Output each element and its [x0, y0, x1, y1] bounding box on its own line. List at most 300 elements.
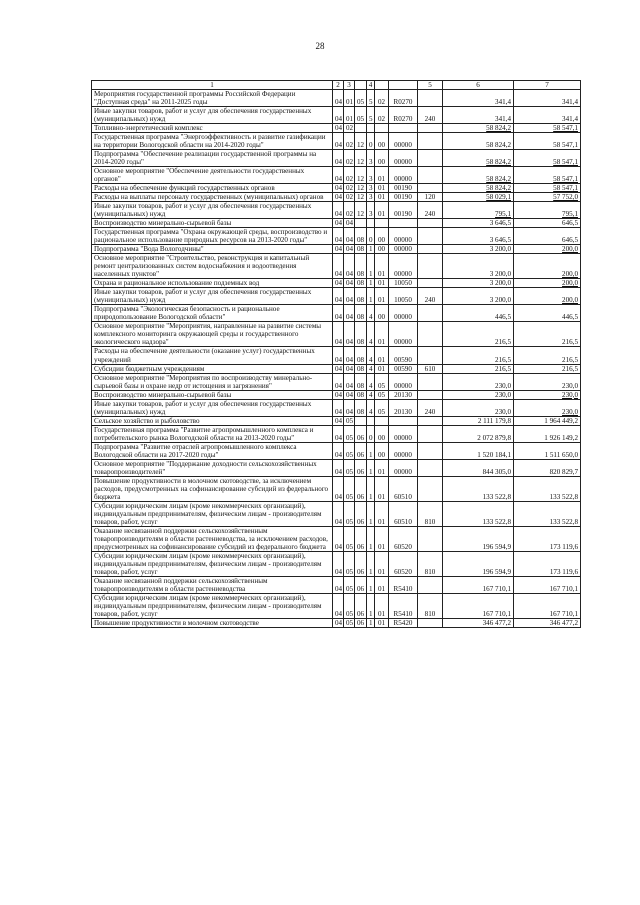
- code-program: 08: [355, 373, 367, 390]
- item-name: Мероприятия государственной программы Российской Федерации "Доступная среда" на 2011-2025 годы: [92, 90, 333, 107]
- code-subsection: 05: [344, 425, 355, 442]
- amount-year-1: 3 646,5: [443, 228, 514, 245]
- item-name: Сельское хозяйство и рыболовство: [92, 416, 333, 425]
- code-section: 04: [333, 184, 344, 193]
- code-section: 04: [333, 347, 344, 364]
- code-program: 12: [355, 184, 367, 193]
- table-row: [92, 399, 581, 416]
- code-expense-type: 810: [418, 551, 443, 576]
- amount-year-1: 3 200,0: [443, 288, 514, 305]
- item-name: Государственная программа "Охрана окружающей среды, воспроизводство и рациональное использование природных ресурсов на 2013-2020 годы": [92, 228, 333, 245]
- code-expense-type: 120: [418, 193, 443, 202]
- code-expense-type: 240: [418, 399, 443, 416]
- code-section: 04: [333, 219, 344, 228]
- code-section: 04: [333, 279, 344, 288]
- code-section: 04: [333, 576, 344, 593]
- amount-year-1: 216,5: [443, 322, 514, 347]
- code-program: 06: [355, 593, 367, 618]
- code-expense-type: [418, 618, 443, 627]
- code-event: 01: [375, 364, 389, 373]
- header-cell: 1: [92, 81, 333, 90]
- code-subsection: 04: [344, 364, 355, 373]
- item-name: Государственная программа "Развитие агропромышленного комплекса и потребительского рынка Вологодской области на 2013-2020 годы": [92, 425, 333, 442]
- code-subsection: 05: [344, 476, 355, 501]
- code-event: 01: [375, 279, 389, 288]
- item-name: Субсидии бюджетным учреждениям: [92, 364, 333, 373]
- code-subsection: 05: [344, 593, 355, 618]
- amount-year-2: 133 522,8: [514, 501, 581, 526]
- code-expense-type: [418, 150, 443, 167]
- code-subprogram: 1: [367, 459, 375, 476]
- amount-year-1: 58 824,2: [443, 184, 514, 193]
- code-program: 05: [355, 107, 367, 124]
- amount-year-2: 216,5: [514, 364, 581, 373]
- code-section: 04: [333, 288, 344, 305]
- code-event: 01: [375, 576, 389, 593]
- code-program: 06: [355, 476, 367, 501]
- code-direction: 00000: [389, 150, 418, 167]
- code-subprogram: 0: [367, 133, 375, 150]
- code-subprogram: 1: [367, 526, 375, 551]
- amount-year-2: 173 119,6: [514, 526, 581, 551]
- code-event: 02: [375, 90, 389, 107]
- code-subsection: 04: [344, 254, 355, 279]
- code-event: 01: [375, 593, 389, 618]
- item-name: Основное мероприятие "Мероприятия по воспроизводству минерально-сырьевой базы и охране недр от истощения и загрязнения": [92, 373, 333, 390]
- amount-year-1: 216,5: [443, 347, 514, 364]
- code-direction: 00000: [389, 305, 418, 322]
- code-direction: 00000: [389, 245, 418, 254]
- code-subsection: 04: [344, 245, 355, 254]
- code-program: 08: [355, 399, 367, 416]
- code-subsection: 02: [344, 150, 355, 167]
- code-expense-type: [418, 124, 443, 133]
- code-expense-type: [418, 416, 443, 425]
- code-event: 05: [375, 373, 389, 390]
- table-row: [92, 476, 581, 501]
- code-event: 01: [375, 347, 389, 364]
- code-program: 08: [355, 390, 367, 399]
- code-section: 04: [333, 551, 344, 576]
- code-program: [355, 124, 367, 133]
- code-section: 04: [333, 526, 344, 551]
- code-subprogram: 5: [367, 107, 375, 124]
- code-direction: R5410: [389, 593, 418, 618]
- code-section: 04: [333, 150, 344, 167]
- code-section: 04: [333, 390, 344, 399]
- amount-year-2: 200,0: [514, 288, 581, 305]
- item-name: Государственная программа "Энергоэффективность и развитие газификации на территории Вологодской области на 2014-2020 годы": [92, 133, 333, 150]
- amount-year-1: 230,0: [443, 399, 514, 416]
- header-cell: [389, 81, 418, 90]
- code-direction: 00000: [389, 322, 418, 347]
- code-expense-type: [418, 442, 443, 459]
- item-name: Основное мероприятие "Обеспечение деятельности государственных органов": [92, 167, 333, 184]
- item-name: Расходы на выплаты персоналу государственных (муниципальных) органов: [92, 193, 333, 202]
- code-section: 04: [333, 399, 344, 416]
- amount-year-1: 3 200,0: [443, 279, 514, 288]
- table-row: [92, 279, 581, 288]
- amount-year-1: 58 824,2: [443, 167, 514, 184]
- item-name: Субсидии юридическим лицам (кроме некоммерческих организаций), индивидуальным предпринимателям, физическим лицам - производителям товаров, работ, услуг: [92, 593, 333, 618]
- item-name: Подпрограмма "Обеспечение реализации государственной программы на 2014-2020 годы": [92, 150, 333, 167]
- code-expense-type: [418, 279, 443, 288]
- header-cell: 6: [443, 81, 514, 90]
- code-section: 04: [333, 305, 344, 322]
- code-event: 01: [375, 551, 389, 576]
- code-program: 06: [355, 576, 367, 593]
- code-event: 00: [375, 305, 389, 322]
- table-row: [92, 90, 581, 107]
- code-subsection: 05: [344, 551, 355, 576]
- amount-year-2: 1 926 149,2: [514, 425, 581, 442]
- amount-year-2: 58 547,1: [514, 184, 581, 193]
- code-event: 00: [375, 133, 389, 150]
- code-program: 08: [355, 322, 367, 347]
- table-row: [92, 124, 581, 133]
- code-subsection: 04: [344, 347, 355, 364]
- code-subsection: 05: [344, 576, 355, 593]
- code-event: 01: [375, 476, 389, 501]
- code-program: 06: [355, 551, 367, 576]
- code-direction: R0270: [389, 107, 418, 124]
- amount-year-1: 446,5: [443, 305, 514, 322]
- code-section: 04: [333, 593, 344, 618]
- code-direction: 10050: [389, 279, 418, 288]
- code-direction: 00000: [389, 167, 418, 184]
- code-expense-type: [418, 390, 443, 399]
- code-subsection: 02: [344, 202, 355, 219]
- table-row: [92, 305, 581, 322]
- table-row: [92, 288, 581, 305]
- code-subsection: 04: [344, 279, 355, 288]
- code-subsection: 04: [344, 390, 355, 399]
- amount-year-1: 1 520 184,1: [443, 442, 514, 459]
- amount-year-1: 346 477,2: [443, 618, 514, 627]
- table-row: [92, 576, 581, 593]
- code-section: 04: [333, 167, 344, 184]
- code-subprogram: 1: [367, 501, 375, 526]
- item-name: Субсидии юридическим лицам (кроме некоммерческих организаций), индивидуальным предпринимателям, физическим лицам - производителям товаров, работ, услуг: [92, 501, 333, 526]
- code-event: 01: [375, 202, 389, 219]
- code-subprogram: 1: [367, 279, 375, 288]
- item-name: Иные закупки товаров, работ и услуг для обеспечения государственных (муниципальных) нужд: [92, 288, 333, 305]
- code-event: 01: [375, 459, 389, 476]
- code-section: 04: [333, 254, 344, 279]
- amount-year-2: 820 829,7: [514, 459, 581, 476]
- code-direction: 00190: [389, 193, 418, 202]
- amount-year-1: 196 594,9: [443, 526, 514, 551]
- code-direction: 00000: [389, 254, 418, 279]
- code-subsection: 04: [344, 288, 355, 305]
- code-subprogram: 3: [367, 202, 375, 219]
- amount-year-2: 167 710,1: [514, 576, 581, 593]
- code-direction: 00000: [389, 442, 418, 459]
- table-row: [92, 133, 581, 150]
- amount-year-1: 167 710,1: [443, 593, 514, 618]
- code-subprogram: 1: [367, 254, 375, 279]
- code-section: 04: [333, 124, 344, 133]
- code-event: 00: [375, 245, 389, 254]
- table-row: [92, 184, 581, 193]
- code-direction: 10050: [389, 288, 418, 305]
- code-expense-type: [418, 219, 443, 228]
- table-row: [92, 150, 581, 167]
- header-cell: [355, 81, 367, 90]
- code-subsection: 05: [344, 618, 355, 627]
- amount-year-1: 58 824,2: [443, 150, 514, 167]
- amount-year-2: 58 547,1: [514, 133, 581, 150]
- item-name: Расходы на обеспечение деятельности (оказание услуг) государственных учреждений: [92, 347, 333, 364]
- item-name: Основное мероприятие "Строительство, реконструкция и капитальный ремонт централизованных систем водоснабжения и водоотведения населенных пунктов": [92, 254, 333, 279]
- code-expense-type: [418, 476, 443, 501]
- code-subsection: 04: [344, 399, 355, 416]
- code-direction: 00590: [389, 364, 418, 373]
- item-name: Оказание несвязанной поддержки сельскохозяйственным товаропроизводителям в области растениеводства: [92, 576, 333, 593]
- amount-year-1: 795,1: [443, 202, 514, 219]
- code-subprogram: [367, 219, 375, 228]
- code-expense-type: [418, 373, 443, 390]
- amount-year-1: 58 824,2: [443, 124, 514, 133]
- code-direction: 00190: [389, 184, 418, 193]
- code-program: 08: [355, 364, 367, 373]
- code-expense-type: 810: [418, 501, 443, 526]
- table-row: [92, 425, 581, 442]
- code-subprogram: [367, 416, 375, 425]
- item-name: Топливно-энергетический комплекс: [92, 124, 333, 133]
- code-subsection: 05: [344, 459, 355, 476]
- code-program: 06: [355, 501, 367, 526]
- code-expense-type: [418, 133, 443, 150]
- code-event: [375, 416, 389, 425]
- code-program: 06: [355, 442, 367, 459]
- amount-year-2: 133 522,8: [514, 476, 581, 501]
- code-program: 06: [355, 459, 367, 476]
- table-row: [92, 364, 581, 373]
- amount-year-2: 346 477,2: [514, 618, 581, 627]
- amount-year-2: 230,0: [514, 390, 581, 399]
- code-subprogram: 4: [367, 305, 375, 322]
- code-direction: R5410: [389, 576, 418, 593]
- code-expense-type: [418, 576, 443, 593]
- code-expense-type: [418, 254, 443, 279]
- table-row: [92, 202, 581, 219]
- item-name: Подпрограмма "Вода Вологодчины": [92, 245, 333, 254]
- code-subprogram: 1: [367, 618, 375, 627]
- code-section: 04: [333, 90, 344, 107]
- code-expense-type: [418, 305, 443, 322]
- code-subsection: 02: [344, 167, 355, 184]
- code-subprogram: [367, 124, 375, 133]
- table-row: [92, 254, 581, 279]
- code-expense-type: [418, 425, 443, 442]
- amount-year-2: 216,5: [514, 347, 581, 364]
- code-subprogram: 1: [367, 476, 375, 501]
- table-row: [92, 107, 581, 124]
- code-program: 05: [355, 90, 367, 107]
- amount-year-1: 133 522,8: [443, 476, 514, 501]
- code-expense-type: [418, 459, 443, 476]
- code-direction: [389, 416, 418, 425]
- code-direction: 20130: [389, 399, 418, 416]
- code-event: 05: [375, 399, 389, 416]
- code-program: 12: [355, 202, 367, 219]
- code-subsection: 02: [344, 184, 355, 193]
- code-event: 01: [375, 618, 389, 627]
- amount-year-1: 230,0: [443, 390, 514, 399]
- amount-year-2: 58 547,1: [514, 124, 581, 133]
- code-expense-type: 240: [418, 107, 443, 124]
- code-direction: 00000: [389, 425, 418, 442]
- page-number: 28: [315, 41, 325, 51]
- code-program: 08: [355, 288, 367, 305]
- code-subsection: 04: [344, 228, 355, 245]
- code-section: 04: [333, 245, 344, 254]
- code-subsection: 02: [344, 133, 355, 150]
- code-subsection: 01: [344, 107, 355, 124]
- amount-year-2: 216,5: [514, 322, 581, 347]
- amount-year-2: 200,0: [514, 254, 581, 279]
- code-subprogram: 3: [367, 184, 375, 193]
- amount-year-2: 167 710,1: [514, 593, 581, 618]
- code-section: 04: [333, 193, 344, 202]
- code-direction: 00000: [389, 133, 418, 150]
- table-row: [92, 219, 581, 228]
- amount-year-1: 167 710,1: [443, 576, 514, 593]
- table-row: [92, 501, 581, 526]
- code-section: 04: [333, 107, 344, 124]
- code-event: 01: [375, 322, 389, 347]
- code-direction: 60510: [389, 476, 418, 501]
- table-header-row: [92, 81, 581, 90]
- amount-year-1: 133 522,8: [443, 501, 514, 526]
- code-expense-type: 810: [418, 593, 443, 618]
- code-direction: 00590: [389, 347, 418, 364]
- amount-year-1: 2 072 879,8: [443, 425, 514, 442]
- code-event: 00: [375, 442, 389, 459]
- header-cell: 3: [344, 81, 355, 90]
- item-name: Воспроизводство минерально-сырьевой базы: [92, 390, 333, 399]
- code-section: 04: [333, 202, 344, 219]
- table-row: [92, 526, 581, 551]
- code-section: 04: [333, 425, 344, 442]
- code-section: 04: [333, 501, 344, 526]
- code-subprogram: 4: [367, 347, 375, 364]
- code-section: 04: [333, 228, 344, 245]
- amount-year-2: 200,0: [514, 279, 581, 288]
- table-row: [92, 390, 581, 399]
- item-name: Расходы на обеспечение функций государственных органов: [92, 184, 333, 193]
- amount-year-1: 58 029,1: [443, 193, 514, 202]
- amount-year-2: 57 752,0: [514, 193, 581, 202]
- code-subsection: 01: [344, 90, 355, 107]
- amount-year-1: 3 200,0: [443, 245, 514, 254]
- code-program: 08: [355, 245, 367, 254]
- code-expense-type: [418, 90, 443, 107]
- amount-year-2: 646,5: [514, 228, 581, 245]
- table-row: [92, 618, 581, 627]
- header-cell: 4: [367, 81, 375, 90]
- code-subprogram: 0: [367, 228, 375, 245]
- code-subprogram: 1: [367, 288, 375, 305]
- code-subsection: 05: [344, 501, 355, 526]
- code-subsection: 05: [344, 442, 355, 459]
- amount-year-2: 58 547,1: [514, 150, 581, 167]
- code-section: 04: [333, 322, 344, 347]
- code-direction: 00190: [389, 202, 418, 219]
- code-subsection: 04: [344, 373, 355, 390]
- code-program: 06: [355, 618, 367, 627]
- code-subprogram: 1: [367, 576, 375, 593]
- code-section: 04: [333, 618, 344, 627]
- code-event: [375, 124, 389, 133]
- code-subprogram: 3: [367, 193, 375, 202]
- code-direction: 20130: [389, 390, 418, 399]
- amount-year-1: 216,5: [443, 364, 514, 373]
- code-subprogram: 3: [367, 167, 375, 184]
- header-cell: 5: [418, 81, 443, 90]
- amount-year-1: 230,0: [443, 373, 514, 390]
- code-expense-type: [418, 245, 443, 254]
- table-row: [92, 167, 581, 184]
- amount-year-1: 341,4: [443, 107, 514, 124]
- code-subprogram: 5: [367, 90, 375, 107]
- code-subprogram: 4: [367, 322, 375, 347]
- code-direction: R0270: [389, 90, 418, 107]
- code-event: 01: [375, 526, 389, 551]
- code-expense-type: [418, 184, 443, 193]
- header-cell: 7: [514, 81, 581, 90]
- code-program: 06: [355, 425, 367, 442]
- code-subprogram: 1: [367, 551, 375, 576]
- code-expense-type: 240: [418, 202, 443, 219]
- amount-year-2: 341,4: [514, 107, 581, 124]
- code-event: 00: [375, 228, 389, 245]
- code-subsection: 04: [344, 219, 355, 228]
- item-name: Подпрограмма "Экологическая безопасность и рациональное природопользование Вологодской области": [92, 305, 333, 322]
- item-name: Оказание несвязанной поддержки сельскохозяйственным товаропроизводителям в области растениеводства, за исключением расходов, предусмотренных на софинансирование субсидий из федерального бюджета: [92, 526, 333, 551]
- code-direction: 00000: [389, 228, 418, 245]
- table-row: [92, 459, 581, 476]
- header-cell: 2: [333, 81, 344, 90]
- code-section: 04: [333, 133, 344, 150]
- item-name: Повышение продуктивности в молочном скотоводстве: [92, 618, 333, 627]
- code-event: 01: [375, 193, 389, 202]
- table-row: [92, 442, 581, 459]
- code-subprogram: 1: [367, 442, 375, 459]
- code-program: [355, 219, 367, 228]
- code-event: 05: [375, 390, 389, 399]
- amount-year-2: 230,0: [514, 373, 581, 390]
- code-program: 08: [355, 254, 367, 279]
- code-direction: 00000: [389, 373, 418, 390]
- code-program: 08: [355, 305, 367, 322]
- code-event: 01: [375, 167, 389, 184]
- code-section: 04: [333, 442, 344, 459]
- code-event: 00: [375, 425, 389, 442]
- code-event: [375, 219, 389, 228]
- code-subprogram: 4: [367, 373, 375, 390]
- code-direction: 60520: [389, 526, 418, 551]
- code-direction: [389, 219, 418, 228]
- item-name: Охрана и рациональное использование подземных вод: [92, 279, 333, 288]
- code-section: 04: [333, 364, 344, 373]
- item-name: Иные закупки товаров, работ и услуг для обеспечения государственных (муниципальных) нужд: [92, 202, 333, 219]
- code-direction: 60510: [389, 501, 418, 526]
- item-name: Иные закупки товаров, работ и услуг для обеспечения государственных (муниципальных) нужд: [92, 399, 333, 416]
- code-subsection: 04: [344, 322, 355, 347]
- code-event: 02: [375, 107, 389, 124]
